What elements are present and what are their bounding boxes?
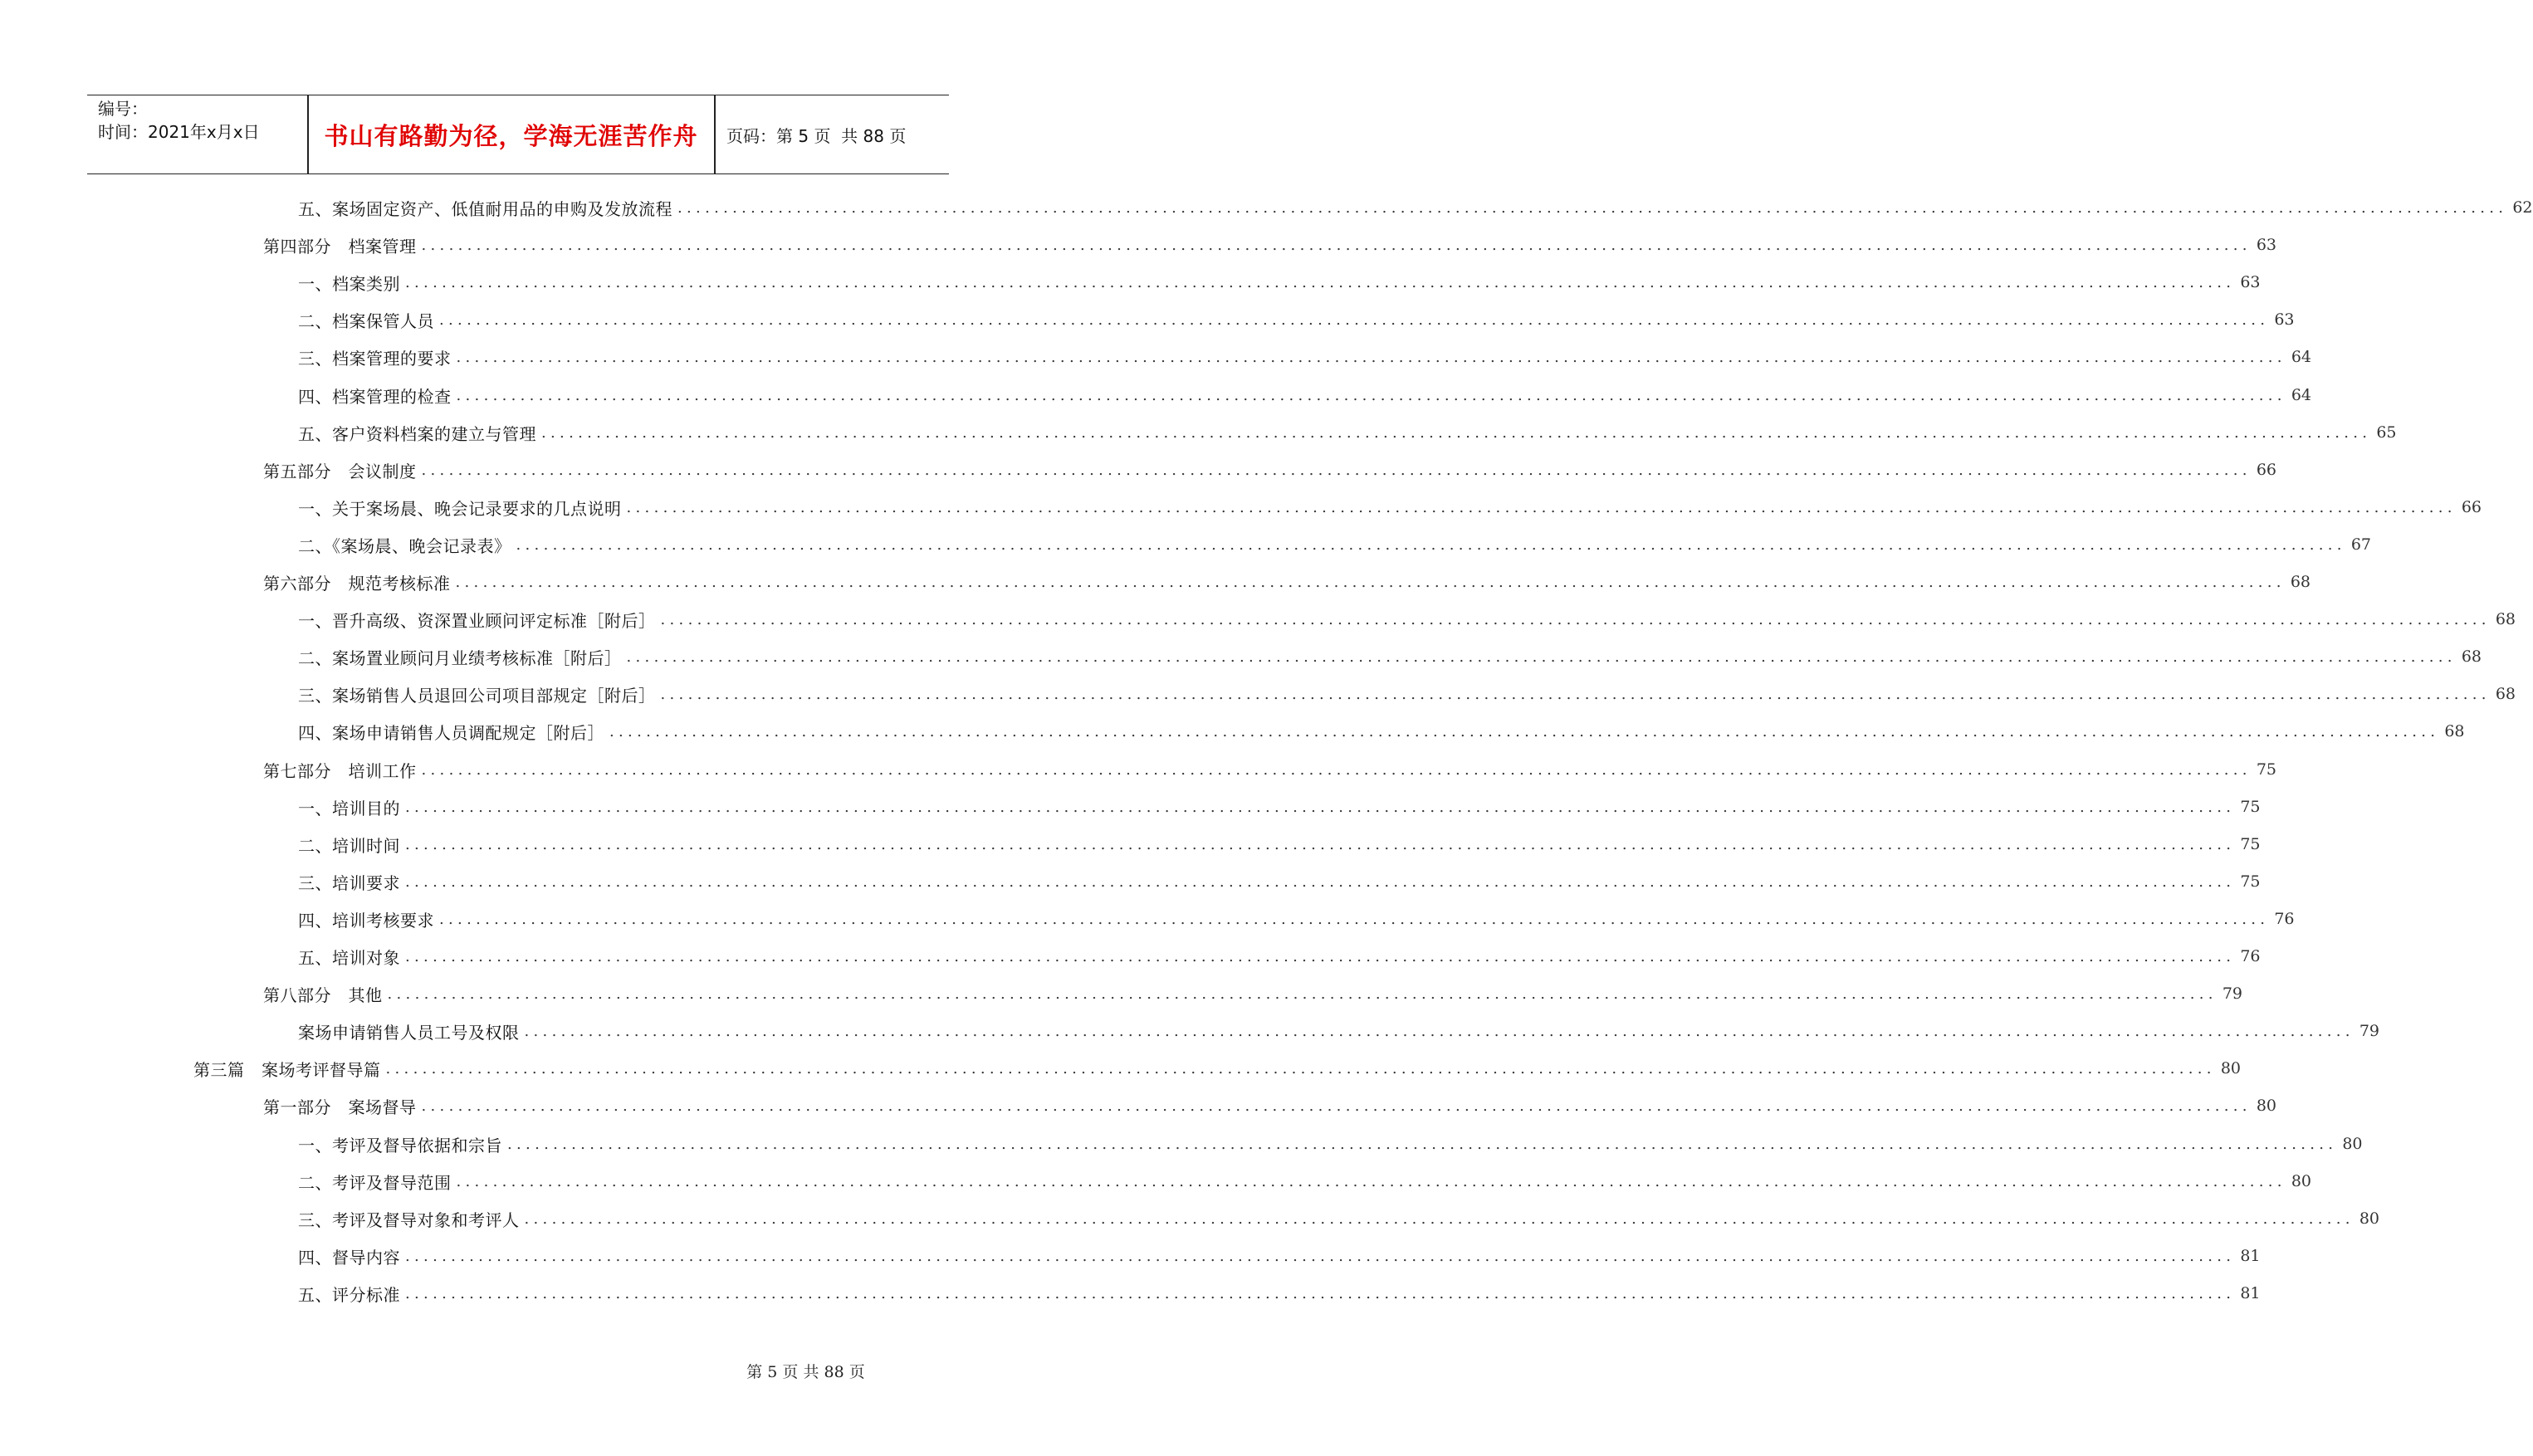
- toc-entry[interactable]: [298, 1204, 2380, 1234]
- toc-dot-leader: ........................................................................................................................................................................................................: [626, 647, 2457, 666]
- toc-dot-leader: ........................................................................................................................................................................................................: [421, 760, 2252, 779]
- toc-entry[interactable]: [298, 380, 2312, 410]
- toc-entry-label: 五、评分标准: [298, 1284, 400, 1305]
- toc-entry-label: 五、培训对象: [298, 947, 400, 968]
- toc-entry[interactable]: [298, 305, 2295, 335]
- toc-entry-page: 68: [2444, 722, 2465, 740]
- toc-entry[interactable]: [298, 418, 2397, 447]
- toc-entry[interactable]: [298, 1278, 2261, 1308]
- toc-entry-page: 80: [2220, 1059, 2242, 1077]
- toc-entry-page: 62: [2512, 198, 2533, 217]
- toc-entry-page: 66: [2461, 498, 2482, 516]
- toc-entry[interactable]: [298, 530, 2372, 559]
- toc-entry-label: 一、培训目的: [298, 798, 400, 818]
- toc-entry[interactable]: [298, 604, 2516, 634]
- toc-entry-label: 三、培训要求: [298, 872, 400, 893]
- toc-dot-leader: ........................................................................................................................................................................................................: [439, 910, 2270, 928]
- toc-entry-label: 二、《案场晨、晚会记录表》: [298, 535, 511, 556]
- header-divider: [714, 95, 716, 173]
- toc-entry-label: 一、考评及督导依据和宗旨: [298, 1135, 502, 1156]
- toc-dot-leader: ........................................................................................................................................................................................................: [405, 835, 2236, 853]
- toc-dot-leader: ........................................................................................................................................................................................................: [439, 310, 2270, 329]
- toc-entry-label: 第一部分 案场督导: [263, 1097, 417, 1117]
- toc-dot-leader: ........................................................................................................................................................................................................: [516, 535, 2346, 554]
- toc-entry-label: 四、督导内容: [298, 1247, 400, 1268]
- page-header: [87, 95, 949, 174]
- toc-entry-page: 76: [2274, 910, 2295, 928]
- toc-entry[interactable]: [298, 1241, 2261, 1271]
- toc-entry-page: 63: [2256, 236, 2277, 254]
- toc-entry[interactable]: [193, 1053, 2242, 1083]
- toc-dot-leader: ........................................................................................................................................................................................................: [456, 1172, 2286, 1190]
- toc-entry-page: 79: [2359, 1022, 2380, 1040]
- toc-dot-leader: ........................................................................................................................................................................................................: [405, 273, 2236, 291]
- toc-dot-leader: ........................................................................................................................................................................................................: [387, 985, 2218, 1003]
- toc-dot-leader: ........................................................................................................................................................................................................: [385, 1059, 2216, 1077]
- toc-dot-leader: ........................................................................................................................................................................................................: [626, 498, 2457, 516]
- toc-dot-leader: ........................................................................................................................................................................................................: [421, 236, 2252, 254]
- toc-entry-page: 80: [2256, 1097, 2277, 1115]
- toc-dot-leader: ........................................................................................................................................................................................................: [455, 573, 2286, 591]
- toc-entry-page: 75: [2256, 760, 2277, 779]
- toc-entry[interactable]: [298, 829, 2261, 859]
- toc-dot-leader: ........................................................................................................................................................................................................: [609, 722, 2440, 740]
- toc-entry[interactable]: [298, 492, 2482, 522]
- toc-entry-page: 64: [2291, 386, 2312, 404]
- toc-entry[interactable]: [298, 1016, 2380, 1046]
- toc-entry-page: 75: [2240, 835, 2261, 853]
- toc-entry[interactable]: [298, 867, 2261, 897]
- toc-entry-label: 第八部分 其他: [263, 985, 383, 1005]
- toc-entry[interactable]: [298, 193, 2533, 222]
- toc-entry-page: 75: [2240, 798, 2261, 816]
- toc-entry-page: 63: [2274, 310, 2295, 329]
- toc-dot-leader: ........................................................................................................................................................................................................: [541, 423, 2372, 442]
- toc-dot-leader: ........................................................................................................................................................................................................: [421, 461, 2252, 479]
- toc-entry-label: 四、案场申请销售人员调配规定［附后］: [298, 722, 604, 743]
- toc-dot-leader: ........................................................................................................................................................................................................: [524, 1209, 2355, 1228]
- toc-entry-label: 二、档案保管人员: [298, 310, 434, 331]
- toc-entry-label: 二、案场置业顾问月业绩考核标准［附后］: [298, 647, 622, 668]
- toc-entry-page: 79: [2222, 985, 2243, 1003]
- time-label: 时间：2021年x月x日: [98, 122, 260, 142]
- toc-entry-page: 80: [2291, 1172, 2312, 1190]
- toc-entry-page: 64: [2291, 348, 2312, 366]
- toc-entry-label: 四、培训考核要求: [298, 910, 434, 931]
- toc-dot-leader: ........................................................................................................................................................................................................: [660, 685, 2491, 703]
- toc-dot-leader: ........................................................................................................................................................................................................: [405, 1247, 2236, 1265]
- toc-entry-page: 81: [2240, 1284, 2261, 1302]
- header-page-info: 页码：第 5 页 共 88 页: [726, 125, 907, 146]
- toc-entry-label: 案场申请销售人员工号及权限: [298, 1022, 520, 1043]
- toc-entry-page: 68: [2290, 573, 2311, 591]
- toc-entry[interactable]: [298, 792, 2261, 822]
- toc-entry[interactable]: [263, 1091, 2277, 1121]
- toc-entry[interactable]: [298, 716, 2465, 746]
- toc-dot-leader: ........................................................................................................................................................................................................: [456, 386, 2286, 404]
- toc-entry[interactable]: [263, 755, 2277, 784]
- toc-entry-page: 63: [2240, 273, 2261, 291]
- toc-entry-label: 五、客户资料档案的建立与管理: [298, 423, 536, 444]
- toc-entry-label: 二、考评及督导范围: [298, 1172, 452, 1193]
- toc-entry-label: 一、档案类别: [298, 273, 400, 294]
- toc-entry[interactable]: [263, 979, 2243, 1009]
- toc-entry[interactable]: [298, 642, 2482, 672]
- toc-dot-leader: ........................................................................................................................................................................................................: [405, 947, 2236, 965]
- toc-dot-leader: ........................................................................................................................................................................................................: [507, 1135, 2338, 1153]
- toc-entry-label: 第六部分 规范考核标准: [263, 573, 451, 594]
- toc-entry[interactable]: [263, 230, 2277, 260]
- toc-entry-label: 第五部分 会议制度: [263, 461, 417, 481]
- toc-entry[interactable]: [298, 1166, 2312, 1196]
- toc-entry-page: 65: [2376, 423, 2397, 442]
- toc-entry-page: 80: [2359, 1209, 2380, 1228]
- toc-dot-leader: ........................................................................................................................................................................................................: [421, 1097, 2252, 1115]
- toc-dot-leader: ........................................................................................................................................................................................................: [405, 798, 2236, 816]
- toc-dot-leader: ........................................................................................................................................................................................................: [660, 610, 2491, 628]
- toc-entry-label: 第四部分 档案管理: [263, 236, 417, 257]
- toc-dot-leader: ........................................................................................................................................................................................................: [456, 348, 2286, 366]
- toc-entry-page: 66: [2256, 461, 2277, 479]
- toc-entry-label: 三、档案管理的要求: [298, 348, 452, 369]
- toc-entry-page: 68: [2495, 685, 2516, 703]
- number-label: 编号：: [98, 99, 148, 119]
- toc-entry[interactable]: [298, 904, 2295, 934]
- header-motto: 书山有路勤为径，学海无涯苦作舟: [324, 121, 698, 150]
- toc-entry-label: 二、培训时间: [298, 835, 400, 856]
- toc-dot-leader: ........................................................................................................................................................................................................: [405, 1284, 2236, 1302]
- toc-entry[interactable]: [263, 455, 2277, 485]
- toc-entry[interactable]: [298, 941, 2261, 971]
- toc-entry[interactable]: [298, 342, 2312, 372]
- page-footer: 第 5 页 共 88 页: [746, 1363, 865, 1381]
- toc-entry-label: 第七部分 培训工作: [263, 760, 417, 781]
- toc-entry-page: 68: [2495, 610, 2516, 628]
- toc-entry[interactable]: [298, 267, 2261, 297]
- toc-entry-label: 一、关于案场晨、晚会记录要求的几点说明: [298, 498, 622, 519]
- toc-dot-leader: ........................................................................................................................................................................................................: [405, 872, 2236, 891]
- toc-dot-leader: ........................................................................................................................................................................................................: [524, 1022, 2355, 1040]
- toc-entry-label: 第三篇 案场考评督导篇: [193, 1059, 381, 1080]
- toc-entry-page: 76: [2240, 947, 2261, 965]
- toc-entry-label: 三、考评及督导对象和考评人: [298, 1209, 520, 1230]
- toc-entry-label: 三、案场销售人员退回公司项目部规定［附后］: [298, 685, 656, 706]
- toc-entry-page: 80: [2342, 1135, 2363, 1153]
- toc-entry-page: 81: [2240, 1247, 2261, 1265]
- toc-entry-label: 五、案场固定资产、低值耐用品的申购及发放流程: [298, 198, 672, 219]
- toc-entry-label: 四、档案管理的检查: [298, 386, 452, 407]
- toc-dot-leader: ........................................................................................................................................................................................................: [677, 198, 2508, 217]
- toc-entry-page: 68: [2461, 647, 2482, 666]
- toc-entry[interactable]: [298, 1129, 2363, 1159]
- toc-entry-page: 75: [2240, 872, 2261, 891]
- toc-entry[interactable]: [298, 679, 2516, 709]
- toc-entry-page: 67: [2350, 535, 2372, 554]
- toc-entry[interactable]: [263, 567, 2311, 597]
- toc-entry-label: 一、晋升高级、资深置业顾问评定标准［附后］: [298, 610, 656, 631]
